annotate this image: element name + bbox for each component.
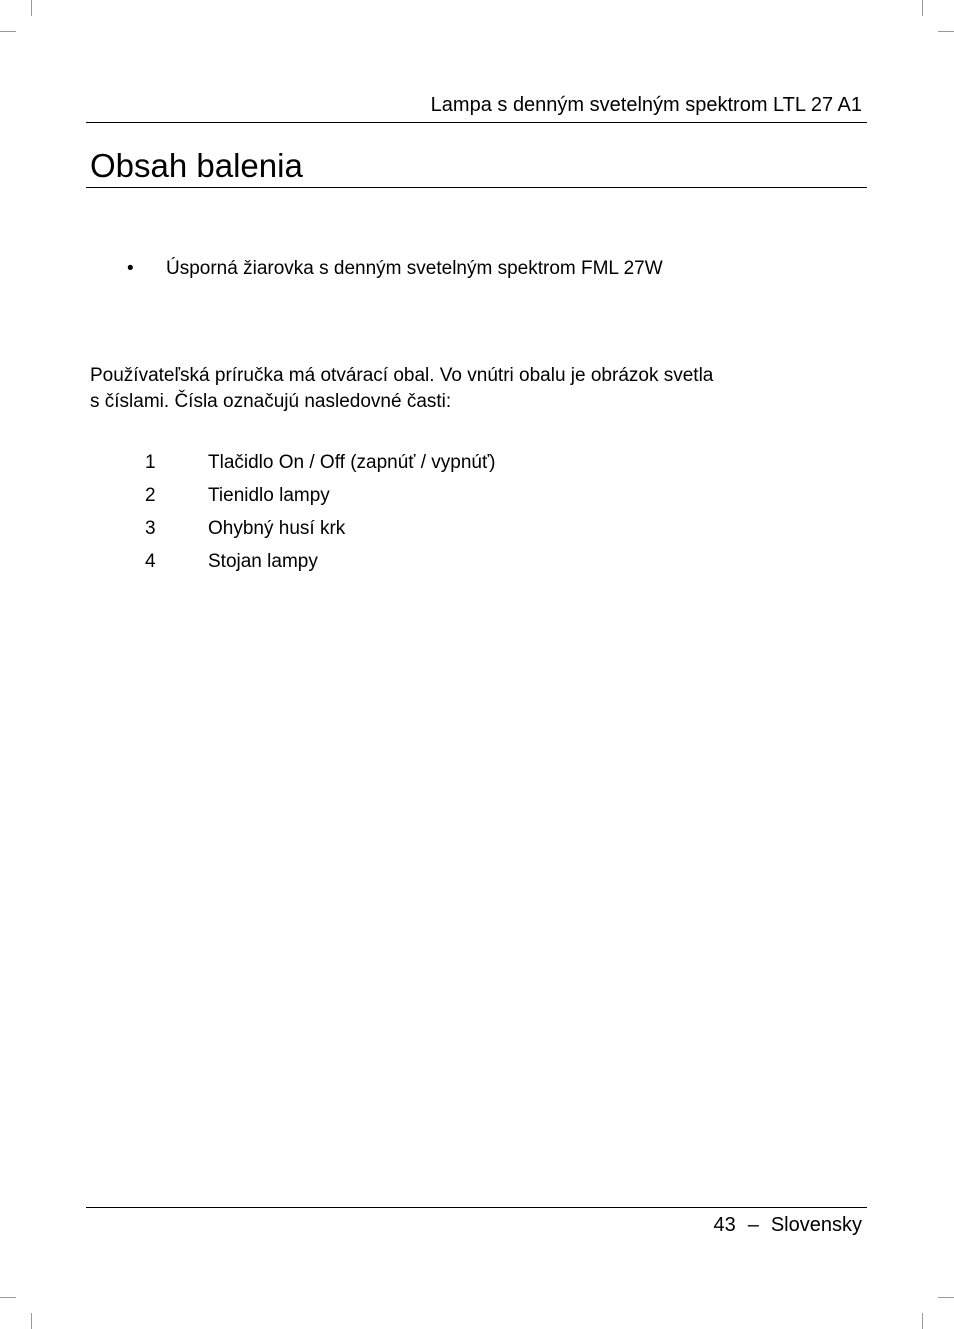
part-number: 3 <box>145 518 156 539</box>
crop-mark-bottom-left-horizontal <box>0 1297 16 1298</box>
running-header-title: Lampa s denným svetelným spektrom LTL 27 A1 <box>430 94 862 116</box>
page-title: Obsah balenia <box>90 147 303 184</box>
intro-paragraph <box>90 363 810 415</box>
page-footer <box>713 1212 862 1238</box>
intro-line-2: s číslami. Čísla označujú nasledovné časti: <box>90 391 452 412</box>
part-label: Stojan lampy <box>208 551 318 572</box>
part-label: Tlačidlo On / Off (zapnúť / vypnúť) <box>208 452 496 473</box>
crop-mark-top-right-horizontal <box>938 31 954 32</box>
crop-mark-bottom-right-horizontal <box>938 1297 954 1298</box>
footer-rule <box>86 1207 867 1208</box>
title-rule <box>86 187 867 188</box>
footer-separator: – <box>747 1214 759 1236</box>
footer-language: Slovensky <box>770 1214 862 1236</box>
header-rule <box>86 122 867 123</box>
part-label: Ohybný husí krk <box>208 518 346 539</box>
part-label: Tienidlo lampy <box>208 485 330 506</box>
crop-mark-top-left-vertical <box>31 0 32 16</box>
intro-line-1: Používateľská príručka má otvárací obal. Vo vnútri obalu je obrázok svetla <box>90 365 714 386</box>
crop-mark-top-right-vertical <box>922 0 923 16</box>
crop-mark-bottom-right-vertical <box>922 1313 923 1329</box>
crop-mark-top-left-horizontal <box>0 31 16 32</box>
part-number: 4 <box>145 551 156 572</box>
part-number: 1 <box>145 452 156 473</box>
part-number: 2 <box>145 485 156 506</box>
bullet-text: Úsporná žiarovka s denným svetelným spektrom FML 27W <box>166 258 663 279</box>
crop-mark-bottom-left-vertical <box>31 1313 32 1329</box>
bullet-marker: • <box>127 258 134 279</box>
page-number: 43 <box>713 1214 736 1236</box>
